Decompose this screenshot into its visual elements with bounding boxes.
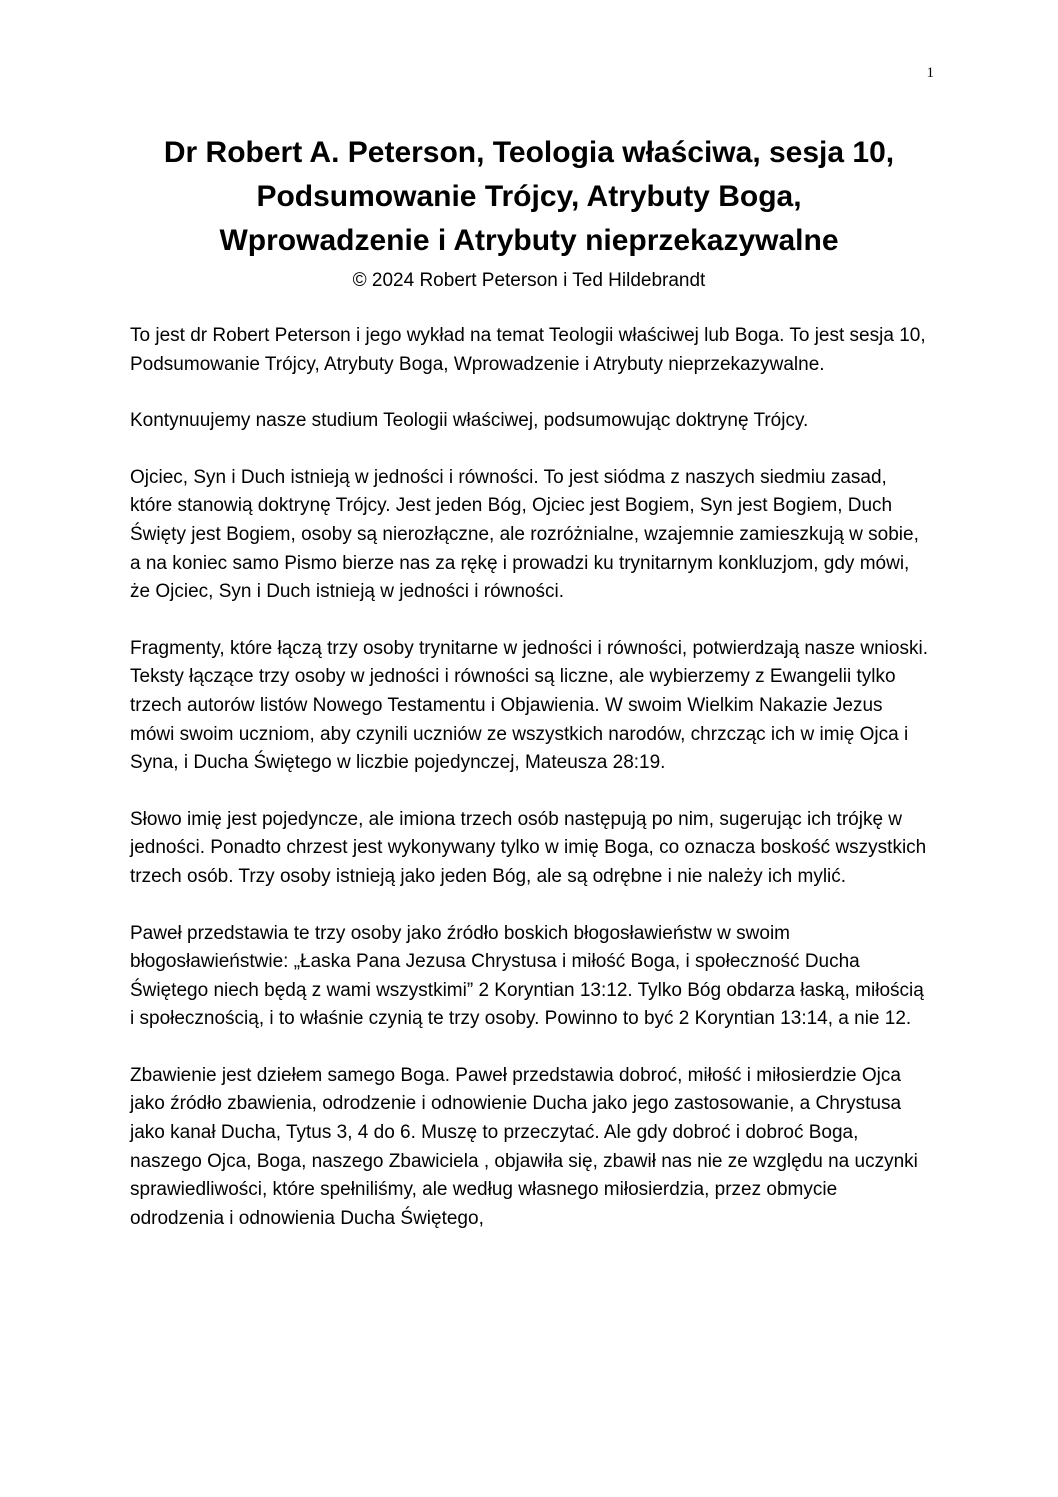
page-number: 1	[926, 65, 934, 81]
title-line-3: Wprowadzenie i Atrybuty nieprzekazywalne	[219, 224, 839, 257]
paragraph-1: To jest dr Robert Peterson i jego wykład na temat Teologii właściwej lub Boga. To jest sesja 10, Podsumowanie Trójcy, Atrybuty Boga, Wprowadzenie i Atrybuty nieprzekazywalne.	[130, 325, 926, 375]
paragraph-2: Kontynuujemy nasze studium Teologii właściwej, podsumowując doktrynę Trójcy.	[130, 410, 809, 432]
paragraph-7: Zbawienie jest dziełem samego Boga. Paweł przedstawia dobroć, miłość i miłosierdzie Ojca jako źródło zbawienia, odrodzenie i odnowienie Ducha jako jego zastosowanie, a Chrystusa jako kanał Ducha, Tytus 3, 4 do 6. Muszę to przeczytać. Ale gdy dobroć i dobroć Boga, naszego Ojca, Boga, naszego Zbawiciela , objawiła się, zbawił nas nie ze względu na uczynki sprawiedliwości, które spełniliśmy, ale według własnego miłosierdzia, przez obmycie odrodzenia i odnowienia Ducha Świętego,	[130, 1064, 918, 1229]
paragraph-4: Fragmenty, które łączą trzy osoby trynitarne w jedności i równości, potwierdzają nasze wnioski. Teksty łączące trzy osoby w jedności i równości są liczne, ale wybierzemy z Ewangelii tylko trzech autorów listów Nowego Testamentu i Objawienia. W swoim Wielkim Nakazie Jezus mówi swoim uczniom, aby czynili uczniów ze wszystkich narodów, chrzcząc ich w imię Ojca i Syna, i Ducha Świętego w liczbie pojedynczej, Mateusza 28:19.	[130, 637, 928, 774]
paragraph-3: Ojciec, Syn i Duch istnieją w jedności i równości. To jest siódma z naszych siedmiu zasad, które stanowią doktrynę Trójcy. Jest jeden Bóg, Ojciec jest Bogiem, Syn jest Bogiem, Duch Święty jest Bogiem, osoby są nierozłączne, ale rozróżnialne, wzajemnie zamieszkują w sobie, a na koniec samo Pismo bierze nas za rękę i prowadzi ku trynitarnym konkluzjom, gdy mówi, że Ojciec, Syn i Duch istnieją w jedności i równości.	[130, 466, 919, 603]
title-line-1: Dr Robert A. Peterson, Teologia właściwa, sesja 10,	[163, 136, 895, 169]
paragraph-5: Słowo imię jest pojedyncze, ale imiona trzech osób następują po nim, sugerując ich trójkę w jedności. Ponadto chrzest jest wykonywany tylko w imię Boga, co oznacza boskość wszystkich trzech osób. Trzy osoby istnieją jako jeden Bóg, ale są odrębne i nie należy ich mylić.	[130, 808, 927, 887]
title-line-2: Podsumowanie Trójcy, Atrybuty Boga,	[256, 180, 802, 213]
paragraph-6: Paweł przedstawia te trzy osoby jako źródło boskich błogosławieństw w swoim błogosławieństwie: „Łaska Pana Jezusa Chrystusa i miłość Boga, i społeczność Ducha Świętego niech będą z wami wszystkimi” 2 Koryntian 13:12. Tylko Bóg obdarza łaską, miłością i społecznością, i to właśnie czynią te trzy osoby. Powinno to być 2 Koryntian 13:14, a nie 12.	[130, 922, 924, 1030]
document-title	[100, 131, 958, 263]
document-body	[130, 322, 930, 1261]
copyright-notice: © 2024 Robert Peterson i Ted Hildebrandt	[352, 270, 706, 291]
